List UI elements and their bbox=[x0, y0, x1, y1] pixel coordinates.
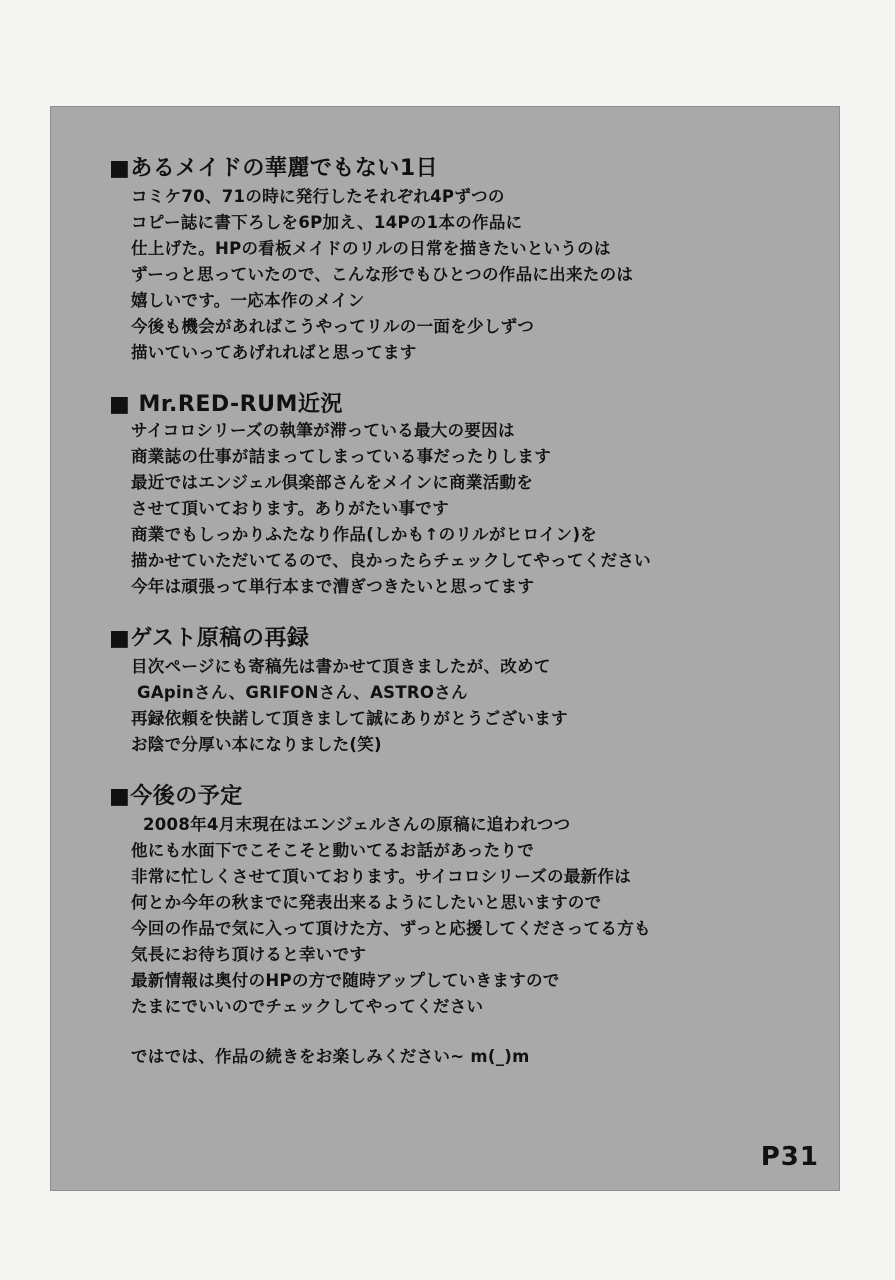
section-heading: ■今後の予定 bbox=[109, 784, 243, 809]
text-line: 今年は頑張って単行本まで漕ぎつきたいと思ってます bbox=[131, 577, 535, 596]
text-line: 商業でもしっかりふたなり作品(しかも↑のリルがヒロイン)を bbox=[131, 525, 598, 544]
page-number: P31 bbox=[760, 1142, 819, 1172]
text-line: お陰で分厚い本になりました(笑) bbox=[131, 735, 382, 754]
text-line: コミケ70、71の時に発行したそれぞれ4Pずつの bbox=[131, 187, 505, 206]
text-line: 最近ではエンジェル倶楽部さんをメインに商業活動を bbox=[131, 473, 534, 492]
text-line: 最新情報は奥付のHPの方で随時アップしていきますので bbox=[131, 971, 560, 990]
text-line: 再録依頼を快諾して頂きまして誠にありがとうございます bbox=[131, 709, 568, 728]
text-line: 描いていってあげれればと思ってます bbox=[131, 343, 417, 362]
text-line: たまにでいいのでチェックしてやってください bbox=[131, 997, 484, 1016]
text-line: ずーっと思っていたので、こんな形でもひとつの作品に出来たのは bbox=[131, 265, 634, 284]
text-line: 商業誌の仕事が詰まってしまっている事だったりします bbox=[131, 447, 551, 466]
text-line: 2008年4月末現在はエンジェルさんの原稿に追われつつ bbox=[143, 815, 571, 834]
text-line: コピー誌に書下ろしを6P加え、14Pの1本の作品に bbox=[131, 213, 523, 232]
text-line: 嬉しいです。一応本作のメイン bbox=[131, 291, 365, 310]
text-line: 今後も機会があればこうやってリルの一面を少しずつ bbox=[131, 317, 535, 336]
text-line: 描かせていただいてるので、良かったらチェックしてやってください bbox=[131, 551, 651, 570]
text-line: 気長にお待ち頂けると幸いです bbox=[131, 945, 367, 964]
text-line: GApinさん、GRIFONさん、ASTROさん bbox=[137, 683, 468, 702]
section-heading: ■ Mr.RED-RUM近況 bbox=[109, 392, 343, 417]
section-heading: ■あるメイドの華麗でもない1日 bbox=[109, 156, 439, 181]
text-line: 他にも水面下でこそこそと動いてるお話があったりで bbox=[131, 841, 535, 860]
text-line: 今回の作品で気に入って頂けた方、ずっと応援してくださってる方も bbox=[131, 919, 651, 938]
text-line: 何とか今年の秋までに発表出来るようにしたいと思いますので bbox=[131, 893, 602, 912]
text-line: 非常に忙しくさせて頂いております。サイコロシリーズの最新作は bbox=[131, 867, 632, 886]
section-heading: ■ゲスト原稿の再録 bbox=[109, 626, 310, 651]
text-line: 仕上げた。HPの看板メイドのリルの日常を描きたいというのは bbox=[131, 239, 611, 258]
closing-line: ではでは、作品の続きをお楽しみください~ m(_)m bbox=[131, 1047, 530, 1066]
text-line: サイコロシリーズの執筆が滞っている最大の要因は bbox=[131, 421, 515, 440]
text-line: 目次ページにも寄稿先は書かせて頂きましたが、改めて bbox=[131, 657, 551, 676]
text-panel bbox=[50, 106, 840, 1191]
text-line: させて頂いております。ありがたい事です bbox=[131, 499, 449, 518]
